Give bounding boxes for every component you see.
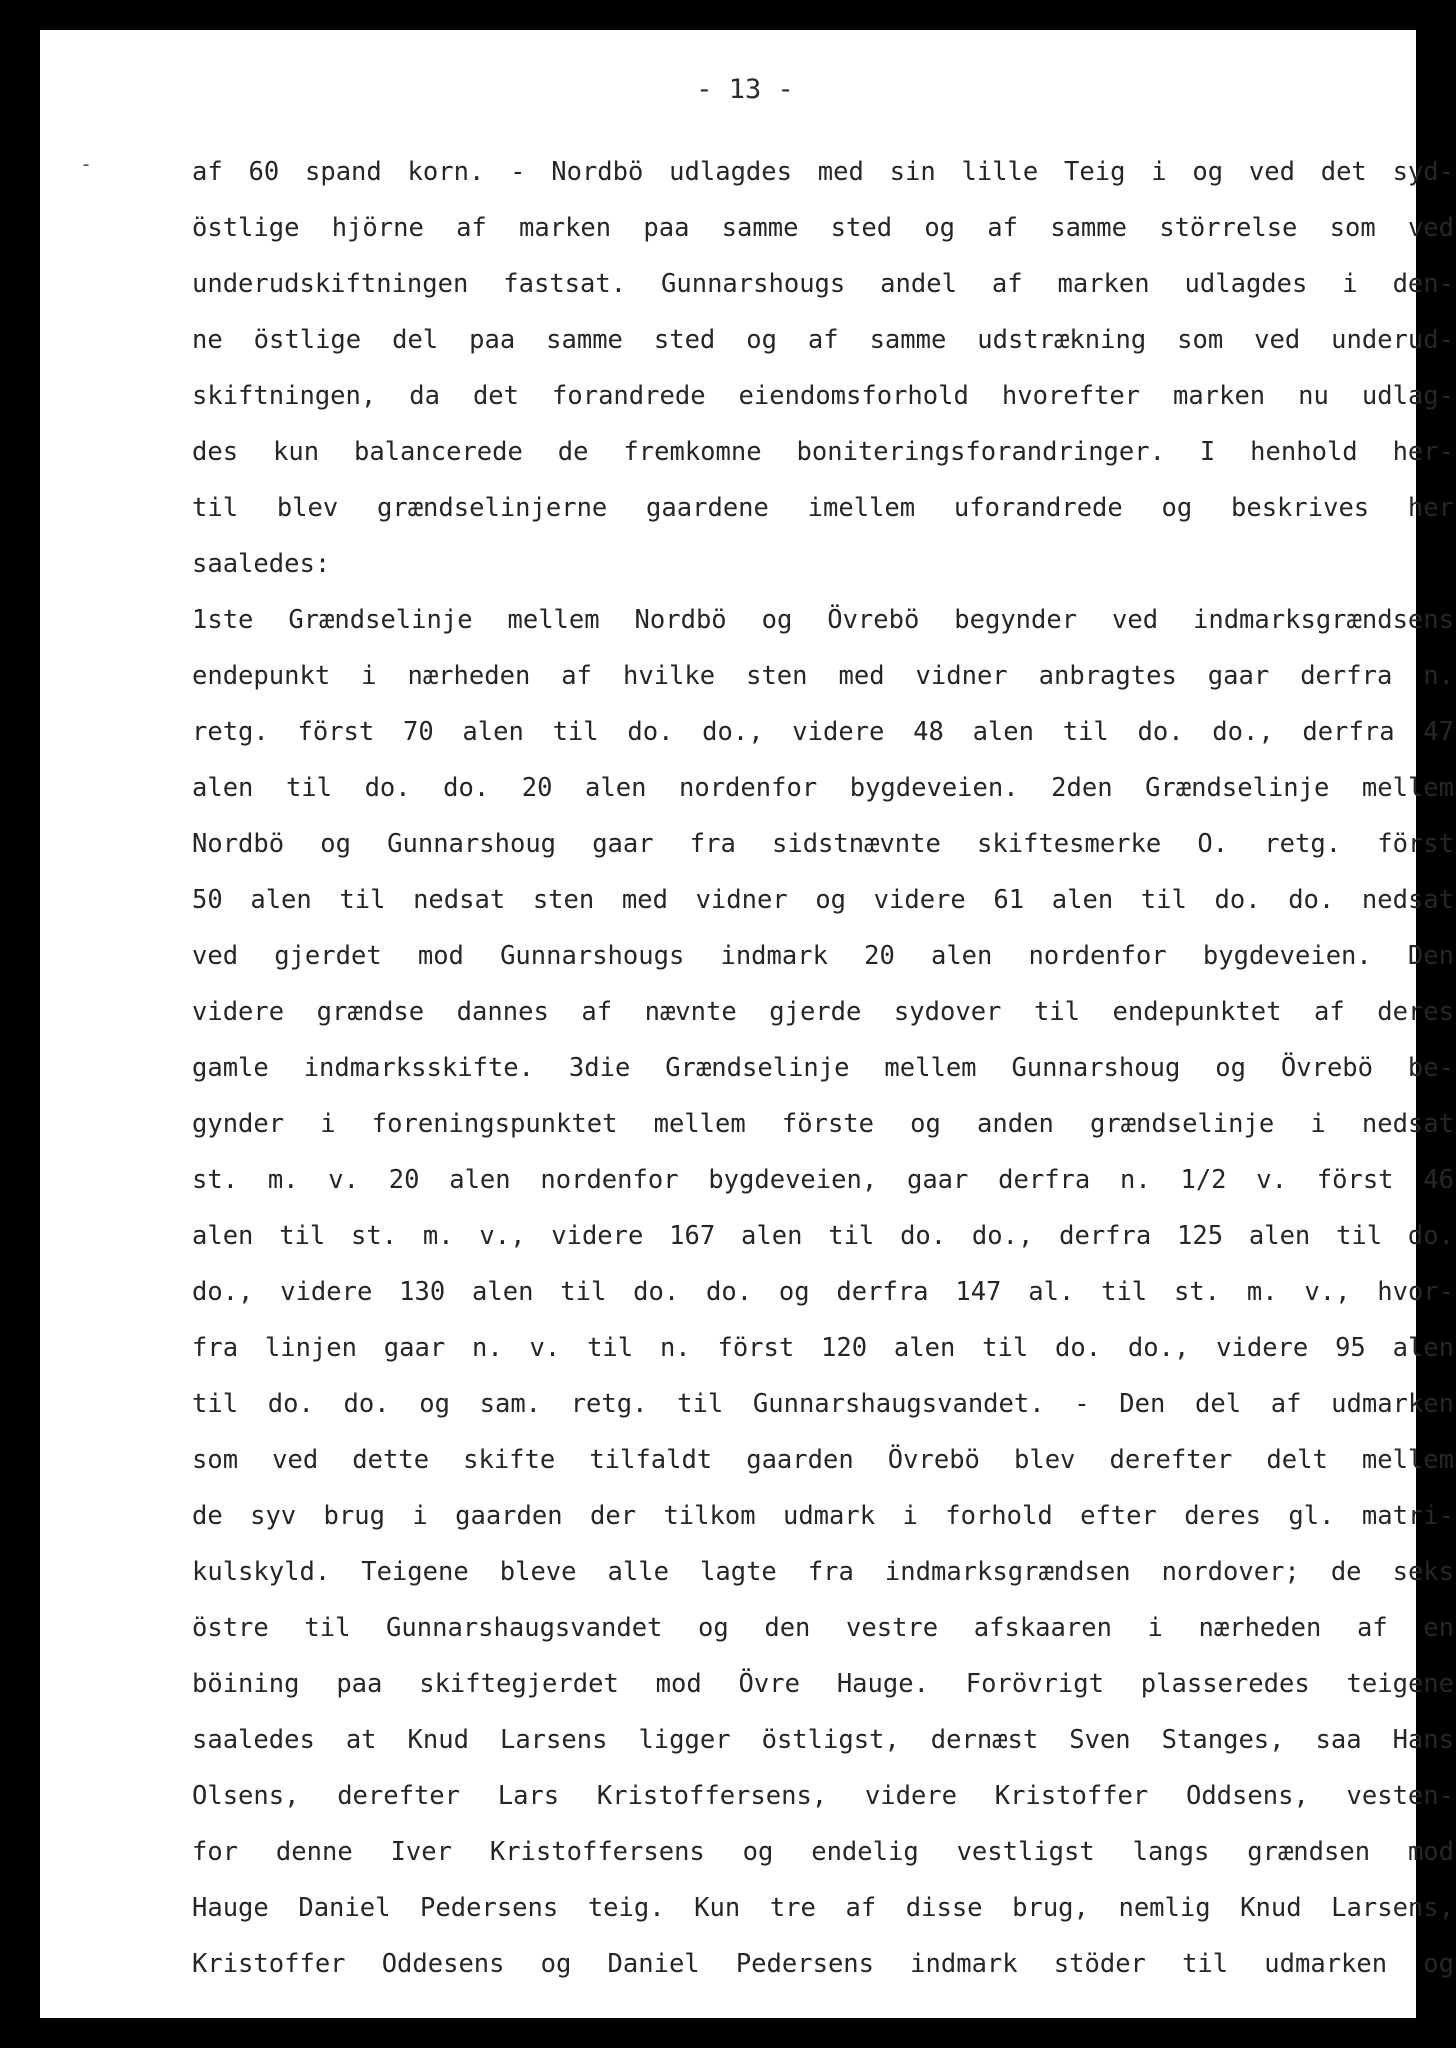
text-line: som ved dette skifte tilfaldt gaarden Övrebö blev derefter delt mellem [192, 1445, 1454, 1475]
text-line: ne östlige del paa samme sted og af samme udstrækning som ved underud- [192, 325, 1454, 355]
text-line: Hauge Daniel Pedersens teig. Kun tre af disse brug, nemlig Knud Larsens, [192, 1893, 1454, 1923]
text-line: videre grændse dannes af nævnte gjerde sydover til endepunktet af deres [192, 997, 1454, 1027]
text-line: Kristoffer Oddesens og Daniel Pedersens indmark stöder til udmarken og [192, 1949, 1454, 1979]
text-line: östlige hjörne af marken paa samme sted og af samme störrelse som ved [192, 213, 1454, 243]
text-line: de syv brug i gaarden der tilkom udmark i forhold efter deres gl. matri- [192, 1501, 1454, 1531]
text-line: kulskyld. Teigene bleve alle lagte fra indmarksgrændsen nordover; de seks [192, 1557, 1454, 1587]
text-line: til do. do. og sam. retg. til Gunnarshaugsvandet. - Den del af udmarken [192, 1389, 1454, 1419]
text-line: ved gjerdet mod Gunnarshougs indmark 20 alen nordenfor bygdeveien. Den [192, 941, 1454, 971]
text-line: af 60 spand korn. - Nordbö udlagdes med sin lille Teig i og ved det syd- [192, 157, 1454, 187]
text-line: st. m. v. 20 alen nordenfor bygdeveien, gaar derfra n. 1/2 v. först 46 [192, 1165, 1454, 1195]
text-line: til blev grændselinjerne gaardene imellem uforandrede og beskrives her [192, 493, 1454, 523]
text-line: gynder i foreningspunktet mellem förste og anden grændselinje i nedsat [192, 1109, 1454, 1139]
text-line: do., videre 130 alen til do. do. og derfra 147 al. til st. m. v., hvor- [192, 1277, 1454, 1307]
text-line: saaledes: [192, 549, 331, 579]
text-line: alen til do. do. 20 alen nordenfor bygdeveien. 2den Grændselinje mellem [192, 773, 1454, 803]
text-line: Olsens, derefter Lars Kristoffersens, videre Kristoffer Oddsens, vesten- [192, 1781, 1454, 1811]
text-line: östre til Gunnarshaugsvandet og den vestre afskaaren i nærheden af en [192, 1613, 1454, 1643]
text-line: Nordbö og Gunnarshoug gaar fra sidstnævnte skiftesmerke O. retg. först [192, 829, 1454, 859]
text-line: underudskiftningen fastsat. Gunnarshougs andel af marken udlagdes i den- [192, 269, 1454, 299]
text-line: skiftningen, da det forandrede eiendomsforhold hvorefter marken nu udlag- [192, 381, 1454, 411]
text-line: böining paa skiftegjerdet mod Övre Hauge. Forövrigt plasseredes teigene [192, 1669, 1454, 1699]
text-line: fra linjen gaar n. v. til n. först 120 alen til do. do., videre 95 alen [192, 1333, 1454, 1363]
margin-mark: - [80, 152, 93, 176]
text-line: alen til st. m. v., videre 167 alen til do. do., derfra 125 alen til do. [192, 1221, 1454, 1251]
text-line: retg. först 70 alen til do. do., videre 48 alen til do. do., derfra 47 [192, 717, 1454, 747]
text-line: 50 alen til nedsat sten med vidner og videre 61 alen til do. do. nedsat [192, 885, 1454, 915]
text-line: 1ste Grændselinje mellem Nordbö og Övrebö begynder ved indmarksgrændsens [192, 605, 1454, 635]
text-line: gamle indmarksskifte. 3die Grændselinje mellem Gunnarshoug og Övrebö be- [192, 1053, 1454, 1083]
text-line: for denne Iver Kristoffersens og endelig vestligst langs grændsen mod [192, 1837, 1454, 1867]
text-line: endepunkt i nærheden af hvilke sten med vidner anbragtes gaar derfra n. [192, 661, 1454, 691]
text-line: saaledes at Knud Larsens ligger östligst, dernæst Sven Stanges, saa Hans [192, 1725, 1454, 1755]
page-number: - 13 - [696, 74, 794, 105]
text-line: des kun balancerede de fremkomne boniteringsforandringer. I henhold her- [192, 437, 1454, 467]
body-text [192, 144, 1454, 1992]
document-page [40, 30, 1454, 2018]
